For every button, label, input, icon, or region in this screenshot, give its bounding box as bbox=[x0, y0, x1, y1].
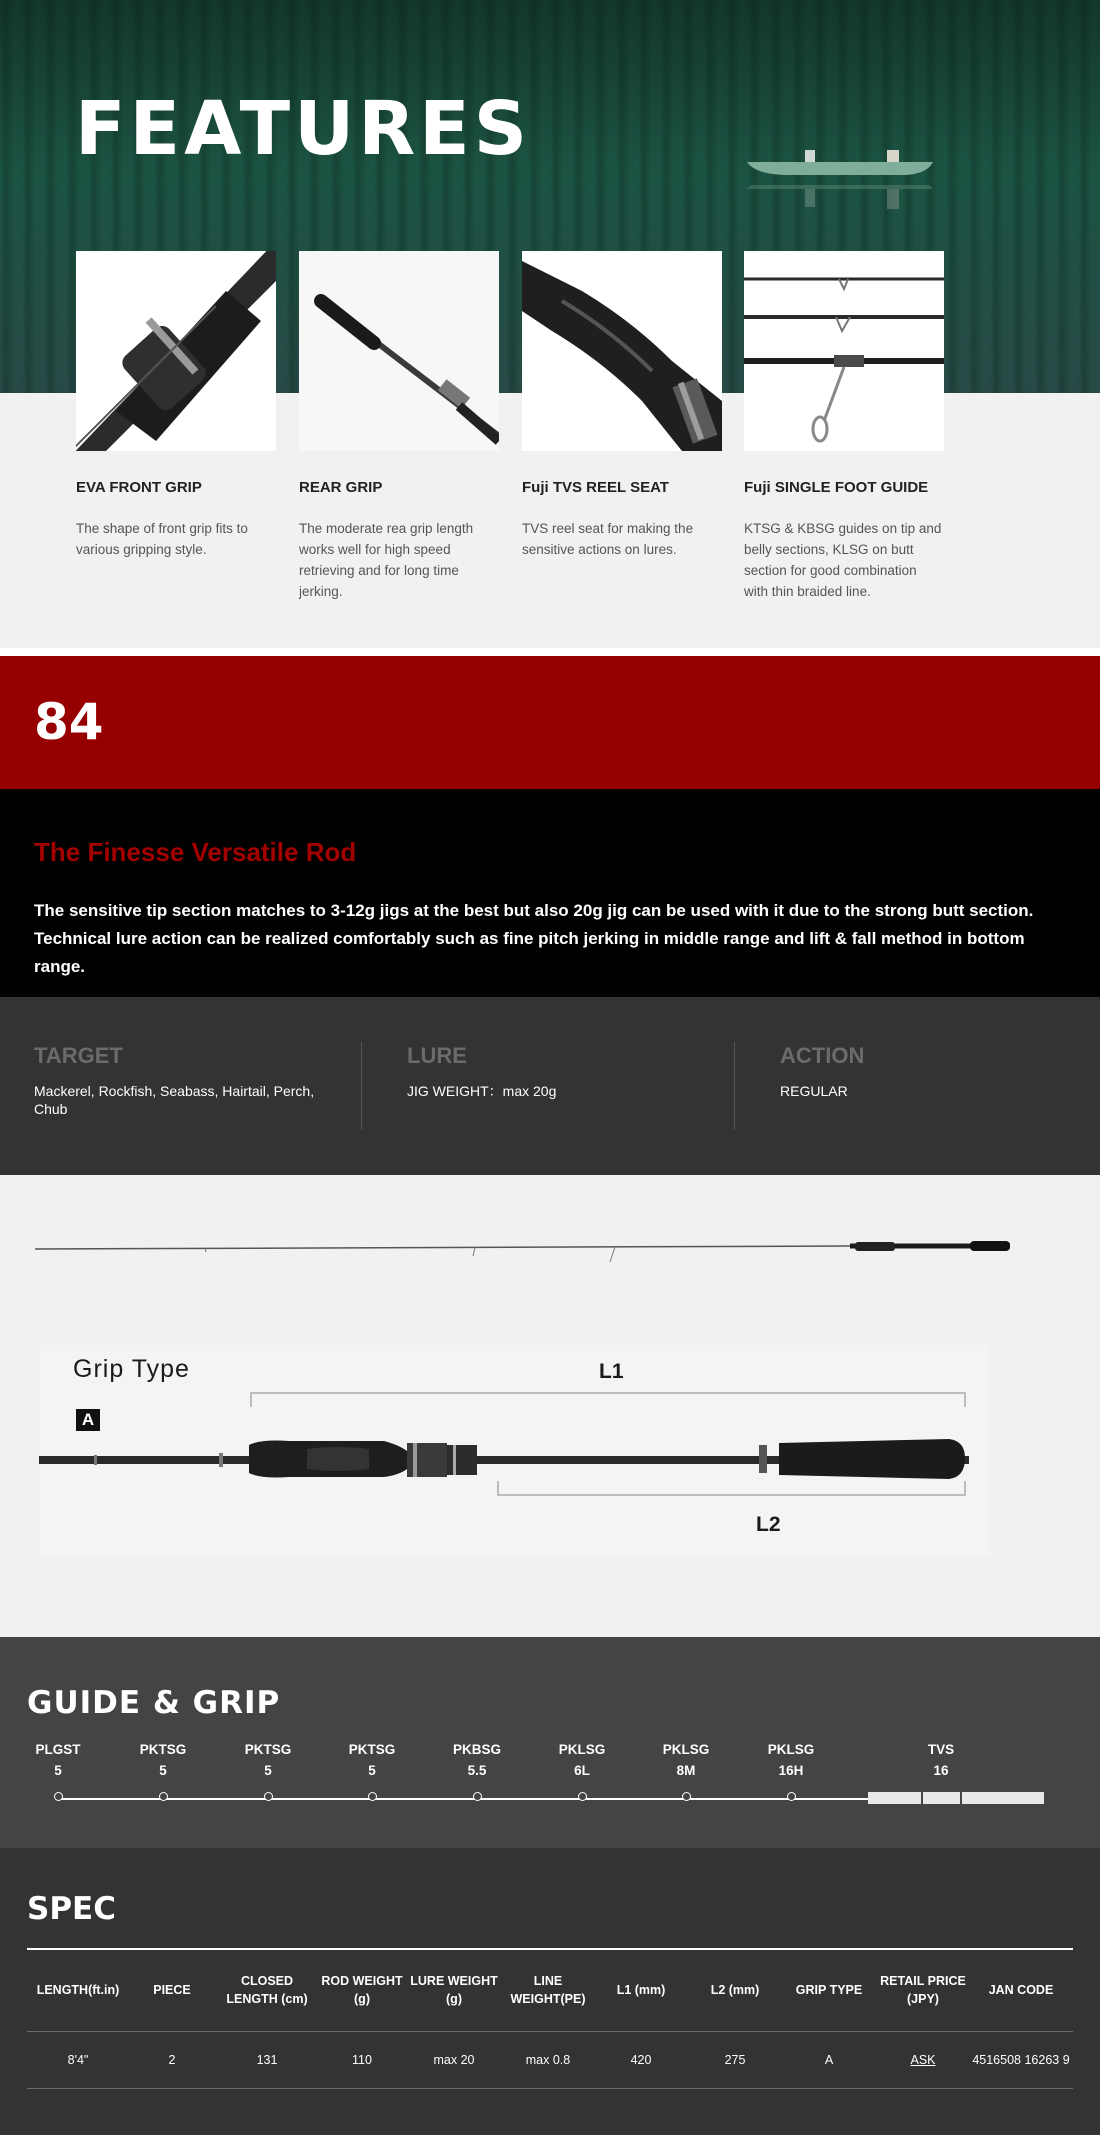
spec-cell: max 20 bbox=[405, 2031, 503, 2088]
guide-item bbox=[746, 1739, 836, 1781]
spec-header-cell: LINE WEIGHT(PE) bbox=[503, 1949, 593, 2031]
guide-marker bbox=[473, 1792, 482, 1801]
guide-item-reel-seat bbox=[896, 1739, 986, 1781]
l1-label: L1 bbox=[599, 1360, 624, 1383]
guide-type: PKTSG bbox=[244, 1742, 292, 1757]
single-foot-guide-image bbox=[744, 251, 944, 451]
attr-lure bbox=[407, 1042, 707, 1100]
grip-diagram-drawing bbox=[39, 1345, 989, 1555]
finesse-title: The Finesse Versatile Rod bbox=[34, 837, 357, 867]
feature-card-front-grip bbox=[76, 251, 276, 560]
attr-value: JIG WEIGHT：max 20g bbox=[407, 1083, 557, 1099]
grip-type-label: Grip Type bbox=[73, 1355, 190, 1383]
feature-name: Fuji SINGLE FOOT GUIDE bbox=[744, 479, 929, 496]
guide-size: 5 bbox=[159, 1763, 167, 1778]
ask-price-link[interactable]: ASK bbox=[910, 2052, 936, 2067]
rear-grip-image bbox=[299, 251, 499, 451]
spec-cell: 4516508 16263 9 bbox=[969, 2031, 1073, 2088]
guide-size: 16H bbox=[778, 1763, 804, 1778]
spec-table bbox=[27, 1948, 1073, 2089]
spec-cell: 8'4" bbox=[27, 2031, 129, 2088]
guide-size: 5 bbox=[54, 1763, 62, 1778]
guide-marker bbox=[682, 1792, 691, 1801]
features-title: FEATURES bbox=[75, 86, 532, 172]
spec-section bbox=[0, 1848, 1100, 2135]
full-rod-image bbox=[30, 1230, 1020, 1270]
spec-cell: max 0.8 bbox=[503, 2031, 593, 2088]
spec-cell: 131 bbox=[215, 2031, 319, 2088]
rod-images bbox=[0, 1175, 1100, 1637]
features-section bbox=[0, 0, 1100, 648]
reel-seat-segment bbox=[923, 1792, 960, 1804]
attr-action bbox=[780, 1042, 1080, 1100]
guide-marker bbox=[368, 1792, 377, 1801]
guide-size: 6L bbox=[574, 1763, 590, 1778]
spec-header-cell: L1 (mm) bbox=[593, 1949, 689, 2031]
spec-cell: 275 bbox=[689, 2031, 781, 2088]
feature-name: EVA FRONT GRIP bbox=[76, 479, 202, 496]
model-band bbox=[0, 656, 1100, 789]
attr-target bbox=[34, 1042, 334, 1118]
guide-item bbox=[118, 1739, 208, 1781]
guide-item bbox=[327, 1739, 417, 1781]
spec-header-row bbox=[27, 1949, 1073, 2031]
finesse-description: The sensitive tip section matches to 3-12g jigs at the best but also 20g jig can be used with it due to the strong butt section. Technical lure action can be realized comfortably such as fine pitch jerking in middle range and lift & fall method in bottom range. bbox=[34, 901, 1034, 976]
guide-marker bbox=[787, 1792, 796, 1801]
guide-item bbox=[537, 1739, 627, 1781]
guide-size: 8M bbox=[676, 1763, 696, 1778]
spec-header-cell: LURE WEIGHT (g) bbox=[405, 1949, 503, 2031]
spec-header-cell: ROD WEIGHT (g) bbox=[319, 1949, 405, 2031]
guide-size: 5.5 bbox=[467, 1763, 487, 1778]
feature-card-guide bbox=[744, 251, 944, 602]
attr-value: REGULAR bbox=[780, 1083, 848, 1099]
spec-row bbox=[27, 2031, 1073, 2088]
spec-header-cell: JAN CODE bbox=[969, 1949, 1073, 2031]
grip-type-diagram bbox=[39, 1345, 989, 1555]
feature-name: REAR GRIP bbox=[299, 479, 383, 496]
guide-size: 5 bbox=[264, 1763, 272, 1778]
spec-header-cell: GRIP TYPE bbox=[781, 1949, 877, 2031]
guide-marker bbox=[264, 1792, 273, 1801]
guide-layout-line bbox=[57, 1798, 868, 1800]
attr-divider bbox=[734, 1042, 735, 1130]
spec-cell: 2 bbox=[129, 2031, 215, 2088]
feature-desc: The moderate rea grip length works well for high speed retrieving and for long time jerking. bbox=[299, 521, 474, 599]
grip-type-letter: A bbox=[76, 1409, 100, 1431]
feature-desc: KTSG & KBSG guides on tip and belly sections, KLSG on butt section for good combination with thin braided line. bbox=[744, 521, 942, 599]
feature-name: Fuji TVS REEL SEAT bbox=[522, 479, 669, 496]
l2-label: L2 bbox=[756, 1513, 781, 1536]
rod-attributes bbox=[0, 997, 1100, 1175]
guide-item bbox=[13, 1739, 103, 1781]
guide-size: 16 bbox=[933, 1763, 949, 1778]
guide-item bbox=[432, 1739, 522, 1781]
spec-header-cell: PIECE bbox=[129, 1949, 215, 2031]
guide-marker bbox=[159, 1792, 168, 1801]
guide-marker bbox=[54, 1792, 63, 1801]
guide-type: PKLSG bbox=[662, 1742, 710, 1757]
spec-cell: A bbox=[781, 2031, 877, 2088]
guide-item bbox=[641, 1739, 731, 1781]
spec-header-cell: LENGTH(ft.in) bbox=[27, 1949, 129, 2031]
guide-type: PKTSG bbox=[348, 1742, 396, 1757]
guide-type: PLGST bbox=[35, 1742, 81, 1757]
guide-size: 5 bbox=[368, 1763, 376, 1778]
spec-header-cell: RETAIL PRICE (JPY) bbox=[877, 1949, 969, 2031]
attr-label: ACTION bbox=[780, 1043, 865, 1068]
attr-divider bbox=[361, 1042, 362, 1130]
spec-cell: 420 bbox=[593, 2031, 689, 2088]
guide-marker bbox=[578, 1792, 587, 1801]
spec-title: SPEC bbox=[27, 1891, 116, 1927]
reel-seat-image bbox=[522, 251, 722, 451]
front-grip-image bbox=[76, 251, 276, 451]
guide-grip-title: GUIDE & GRIP bbox=[27, 1685, 281, 1721]
guide-type: PKBSG bbox=[452, 1742, 501, 1757]
guide-grip-section bbox=[0, 1637, 1100, 1848]
feature-desc: The shape of front grip fits to various gripping style. bbox=[76, 521, 248, 557]
model-number: 84 bbox=[34, 693, 104, 751]
feature-desc: TVS reel seat for making the sensitive actions on lures. bbox=[522, 521, 694, 557]
rear-grip-segment bbox=[962, 1792, 1044, 1804]
feature-card-reel-seat bbox=[522, 251, 722, 560]
finesse-section bbox=[0, 789, 1100, 997]
attr-label: TARGET bbox=[34, 1043, 123, 1068]
spec-cell: 110 bbox=[319, 2031, 405, 2088]
guide-type: PKLSG bbox=[558, 1742, 606, 1757]
boat-illustration bbox=[745, 150, 935, 180]
spec-header-cell: L2 (mm) bbox=[689, 1949, 781, 2031]
spec-cell-price bbox=[877, 2031, 969, 2088]
guide-type: PKLSG bbox=[767, 1742, 815, 1757]
guide-item bbox=[223, 1739, 313, 1781]
spec-header-cell: CLOSED LENGTH (cm) bbox=[215, 1949, 319, 2031]
grip-segment bbox=[868, 1792, 921, 1804]
guide-type: TVS bbox=[927, 1742, 955, 1757]
boat-reflection bbox=[745, 185, 935, 225]
attr-value: Mackerel, Rockfish, Seabass, Hairtail, Perch, Chub bbox=[34, 1083, 315, 1117]
feature-card-rear-grip bbox=[299, 251, 499, 602]
attr-label: LURE bbox=[407, 1043, 467, 1068]
guide-type: PKTSG bbox=[139, 1742, 187, 1757]
